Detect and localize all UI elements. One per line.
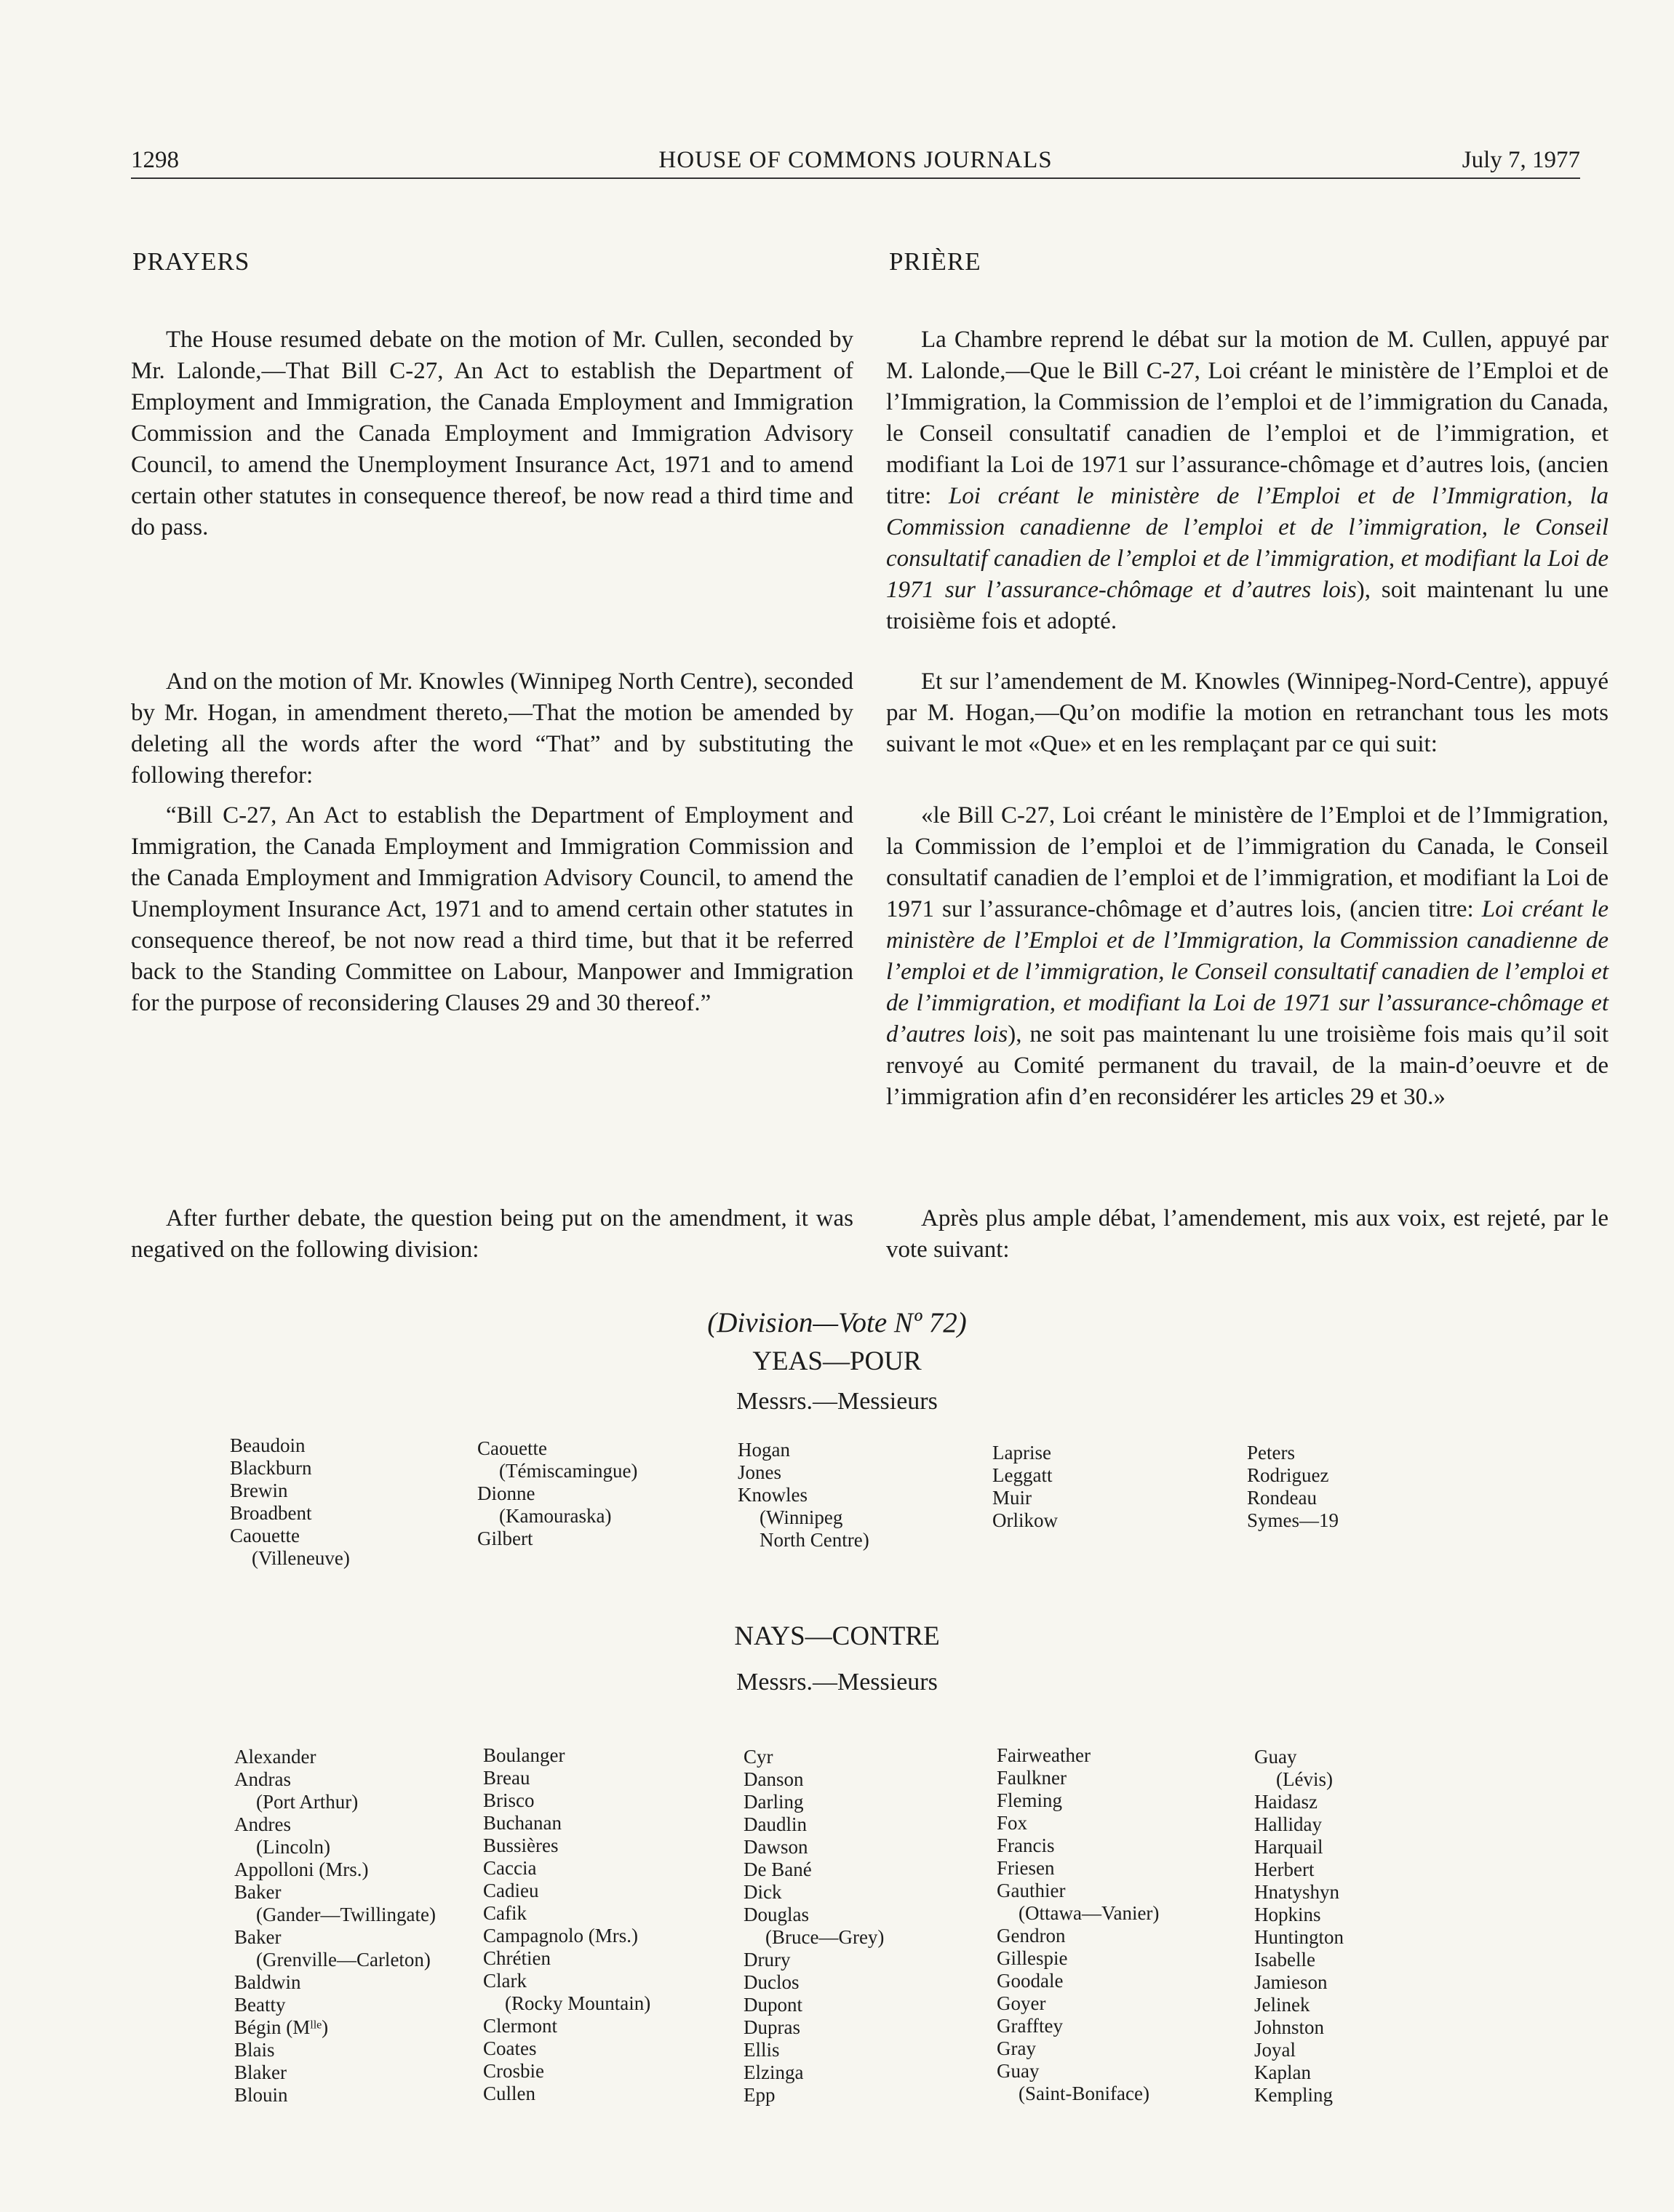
list-item: (Grenville—Carleton): [256, 1949, 431, 1971]
french-quote: [886, 800, 1609, 1113]
list-item: Cullen: [483, 2083, 535, 2104]
list-item: Guay: [997, 2060, 1040, 2082]
list-item: Jamieson: [1254, 1971, 1328, 1993]
list-item: Blackburn: [230, 1457, 312, 1479]
list-item: Breau: [483, 1767, 530, 1789]
list-item: Huntington: [1254, 1926, 1344, 1948]
list-item: (Lévis): [1276, 1768, 1333, 1790]
french-quote-old-title: Loi créant le ministère de l’Emploi et de l’Immigration, la Commission canadienne de l’emploi et de l’immigration, le Conseil consultatif canadien de l’emploi et de l’immigration, et modifiant la Loi de 1971 sur l’assurance-chômage et d’autres lois: [886, 896, 1609, 1047]
english-motion-text: The House resumed debate on the motion of Mr. Cullen, seconded by Mr. Lalonde,—That Bill C-27, An Act to establish the Department of Employment and Immigration, the Canada Employment and Immigration Commission and the Canada Employment and Immigration Advisory Council, to amend the Unemployment Insurance Act, 1971 and to amend certain other statutes in consequence thereof, be now read a third time and do pass.: [131, 327, 853, 540]
yeas-column-5: [1247, 1442, 1339, 1532]
list-item: Herbert: [1254, 1858, 1315, 1880]
list-item: (Port Arthur): [256, 1791, 359, 1813]
list-item: Baker: [234, 1926, 282, 1948]
list-item: Chrétien: [483, 1947, 551, 1969]
list-item: Daudlin: [744, 1813, 807, 1835]
list-item: North Centre): [760, 1529, 869, 1551]
yeas-subheading: Messrs.—Messieurs: [736, 1388, 938, 1415]
list-item: Francis: [997, 1834, 1055, 1856]
french-heading: PRIÈRE: [889, 247, 981, 276]
list-item: Clermont: [483, 2015, 557, 2037]
list-item: Douglas: [744, 1904, 809, 1925]
list-item: (Lincoln): [256, 1836, 330, 1858]
french-paragraph-3: [886, 1203, 1609, 1266]
list-item: Caccia: [483, 1857, 537, 1879]
list-item: Dawson: [744, 1836, 808, 1858]
english-quote-text: “Bill C-27, An Act to establish the Department of Employment and Immigration, the Canada Employment and Immigration Commission and the Canada Employment and Immigration Advisory Council, to amend the Unemployment Insurance Act, 1971 and to amend certain other statutes in consequence thereof, be not now read a third time, but that it be referred back to the Standing Committee on Labour, Manpower and Immigration for the purpose of reconsidering Clauses 29 and 30 thereof.”: [131, 802, 853, 1016]
list-item: Brisco: [483, 1789, 535, 1811]
list-item: Andras: [234, 1768, 291, 1790]
french-motion-end: ), soit maintenant lu une troisième fois et adopté.: [886, 577, 1609, 634]
list-item: Cadieu: [483, 1880, 539, 1901]
list-item: (Kamouraska): [499, 1505, 612, 1527]
list-item: Boulanger: [483, 1744, 565, 1766]
french-paragraph-1: [886, 324, 1609, 637]
list-item: (Villeneuve): [252, 1547, 350, 1569]
list-item: Baker: [234, 1881, 282, 1903]
list-item: Broadbent: [230, 1502, 312, 1524]
list-item: Jones: [738, 1461, 781, 1483]
list-item: (Saint-Boniface): [1019, 2083, 1149, 2104]
english-paragraph-1: [131, 324, 853, 543]
list-item: Halliday: [1254, 1813, 1322, 1835]
list-item: Harquail: [1254, 1836, 1323, 1858]
list-item: Elzinga: [744, 2061, 804, 2083]
list-item: Muir: [992, 1487, 1032, 1509]
list-item: Cyr: [744, 1746, 773, 1768]
list-item: Caouette: [230, 1525, 300, 1546]
list-item: Blaker: [234, 2061, 287, 2083]
french-quote-end: ), ne soit pas maintenant lu une troisième fois mais qu’il soit renvoyé au Comité permanent du travail, de la main-d’oeuvre et de l’immigration afin d’en reconsidérer les articles 29 et 30.»: [886, 1021, 1609, 1110]
list-item: Haidasz: [1254, 1791, 1318, 1813]
list-item: Beaudoin: [230, 1434, 306, 1456]
list-item: Bussières: [483, 1834, 559, 1856]
list-item: Baldwin: [234, 1971, 301, 1993]
list-item: (Rocky Mountain): [505, 1992, 651, 2014]
list-item: Fleming: [997, 1789, 1063, 1811]
list-item: (Gander—Twillingate): [256, 1904, 437, 1925]
list-item: Gendron: [997, 1925, 1066, 1947]
nays-column-1: [234, 1746, 436, 2107]
nays-column-4: [997, 1744, 1159, 2105]
list-item: Grafftey: [997, 2015, 1063, 2037]
list-item: Hogan: [738, 1439, 790, 1461]
list-item: Brewin: [230, 1480, 288, 1501]
english-amendment-text: And on the motion of Mr. Knowles (Winnipeg North Centre), seconded by Mr. Hogan, in amendment thereto,—That the motion be amended by deleting all the words after the word “That” and by substituting the following therefor:: [131, 668, 853, 788]
list-item: Kaplan: [1254, 2061, 1311, 2083]
list-item: Drury: [744, 1949, 791, 1971]
list-item: Epp: [744, 2084, 776, 2106]
english-result-text: After further debate, the question being put on the amendment, it was negatived on the following division:: [131, 1205, 853, 1263]
english-paragraph-2: [131, 666, 853, 791]
list-item: Gauthier: [997, 1880, 1066, 1901]
list-item: Beatty: [234, 1994, 286, 2016]
french-paragraph-2: [886, 666, 1609, 760]
list-item: Kempling: [1254, 2084, 1333, 2106]
list-item: Laprise: [992, 1442, 1051, 1464]
list-item: Crosbie: [483, 2060, 544, 2082]
list-item: Dick: [744, 1881, 782, 1903]
list-item: Dupras: [744, 2016, 800, 2038]
list-item: Johnston: [1254, 2016, 1325, 2038]
list-item: Jelinek: [1254, 1994, 1310, 2016]
list-item: Goodale: [997, 1970, 1064, 1992]
list-item: Symes—19: [1247, 1509, 1339, 1531]
list-item: Guay: [1254, 1746, 1297, 1768]
journal-date: July 7, 1977: [1462, 147, 1580, 173]
list-item: (Ottawa—Vanier): [1019, 1902, 1160, 1924]
list-item: Fairweather: [997, 1744, 1091, 1766]
list-item: Duclos: [744, 1971, 800, 1993]
french-result-text: Après plus ample débat, l’amendement, mis aux voix, est rejeté, par le vote suivant:: [886, 1205, 1609, 1263]
list-item: Gilbert: [477, 1528, 533, 1549]
list-item: Dupont: [744, 1994, 802, 2016]
nays-subheading: Messrs.—Messieurs: [736, 1669, 938, 1696]
english-paragraph-3: [131, 1203, 853, 1266]
yeas-column-4: [992, 1442, 1058, 1532]
division-title: (Division—Vote Nº 72): [707, 1307, 967, 1338]
french-motion-text: [886, 324, 1609, 637]
english-quote: [131, 800, 853, 1019]
list-item: Cafik: [483, 1902, 527, 1924]
list-item: Alexander: [234, 1746, 316, 1768]
page-number: 1298: [131, 147, 179, 173]
list-item: Knowles: [738, 1484, 808, 1506]
list-item: Rodriguez: [1247, 1464, 1329, 1486]
list-item: Hopkins: [1254, 1904, 1321, 1925]
journal-title: HOUSE OF COMMONS JOURNALS: [658, 147, 1053, 173]
list-item: Gray: [997, 2037, 1036, 2059]
list-item: Danson: [744, 1768, 804, 1790]
list-item: Goyer: [997, 1992, 1046, 2014]
list-item: Caouette: [477, 1437, 547, 1459]
yeas-column-1: [230, 1434, 350, 1570]
french-motion-start: La Chambre reprend le débat sur la motion de M. Cullen, appuyé par M. Lalonde,—Que le Bill C-27, Loi créant le ministère de l’Emploi et de l’Immigration, la Commission de l’emploi et de l’immigration du Canada, le Conseil consultatif canadien de l’emploi et de l’immigration, et modifiant la Loi de 1971 sur l’assurance-chômage et d’autres lois, (ancien titre:: [886, 327, 1609, 509]
list-item: Darling: [744, 1791, 804, 1813]
nays-column-2: [483, 1744, 650, 2105]
list-item: Friesen: [997, 1857, 1055, 1879]
list-item: (Winnipeg: [760, 1506, 843, 1528]
list-item: Fox: [997, 1812, 1028, 1834]
french-motion-old-title: Loi créant le ministère de l’Emploi et de l’Immigration, la Commission canadienne de l’emploi et de l’immigration, le Conseil consultatif canadien de l’emploi et de l’immigration, et modifiant la Loi de 1971 sur l’assurance-chômage et d’autres lois: [886, 483, 1609, 603]
list-item: Isabelle: [1254, 1949, 1315, 1971]
list-item: Andres: [234, 1813, 291, 1835]
nays-column-5: [1254, 1746, 1344, 2107]
list-item: (Bruce—Grey): [765, 1926, 885, 1948]
list-item: Buchanan: [483, 1812, 562, 1834]
list-item: Bégin (Mˡˡᵉ): [234, 2016, 329, 2038]
yeas-column-3: [738, 1439, 869, 1552]
french-amendment-text: Et sur l’amendement de M. Knowles (Winnipeg-Nord-Centre), appuyé par M. Hogan,—Qu’on modifie la motion en retranchant tous les mots suivant le mot «Que» et en les remplaçant par ce qui suit:: [886, 668, 1609, 757]
list-item: Clark: [483, 1970, 527, 1992]
list-item: Campagnolo (Mrs.): [483, 1925, 638, 1947]
list-item: De Bané: [744, 1858, 812, 1880]
list-item: Dionne: [477, 1482, 535, 1504]
list-item: Blais: [234, 2039, 275, 2061]
list-item: (Témiscamingue): [499, 1460, 638, 1482]
list-item: Faulkner: [997, 1767, 1067, 1789]
nays-heading: NAYS—CONTRE: [734, 1621, 940, 1651]
list-item: Blouin: [234, 2084, 288, 2106]
nays-column-3: [744, 1746, 884, 2107]
french-quote-text: [886, 800, 1609, 1113]
list-item: Hnatyshyn: [1254, 1881, 1339, 1903]
list-item: Leggatt: [992, 1464, 1053, 1486]
list-item: Ellis: [744, 2039, 780, 2061]
english-heading: PRAYERS: [132, 247, 250, 276]
list-item: Peters: [1247, 1442, 1295, 1464]
yeas-column-2: [477, 1437, 637, 1550]
list-item: Orlikow: [992, 1509, 1058, 1531]
list-item: Rondeau: [1247, 1487, 1317, 1509]
list-item: Gillespie: [997, 1947, 1068, 1969]
list-item: Coates: [483, 2037, 537, 2059]
list-item: Joyal: [1254, 2039, 1296, 2061]
page-header: [131, 143, 1580, 179]
list-item: Appolloni (Mrs.): [234, 1858, 369, 1880]
french-quote-start: «le Bill C-27, Loi créant le ministère de l’Emploi et de l’Immigration, la Commission de l’emploi et de l’immigration du Canada, le Conseil consultatif canadien de l’emploi et de l’immigration, et modifiant la Loi de 1971 sur l’assurance-chômage et d’autres lois, (ancien titre:: [886, 802, 1609, 922]
yeas-heading: YEAS—POUR: [752, 1346, 922, 1376]
